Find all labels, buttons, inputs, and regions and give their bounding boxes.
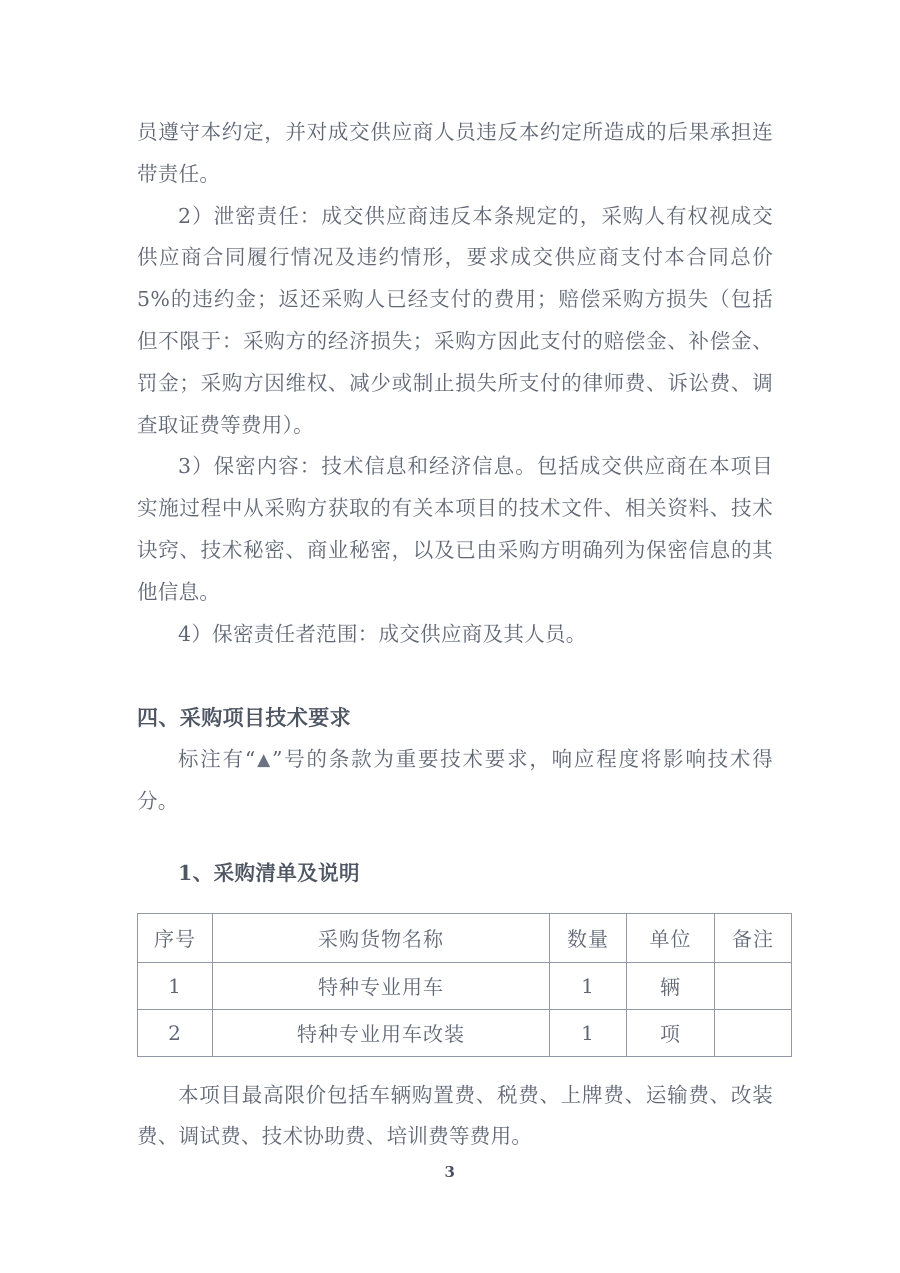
paragraph-closing-note: 本项目最高限价包括车辆购置费、税费、上牌费、运输费、改装费、调试费、技术协助费、培训费等费用。 <box>137 1082 773 1149</box>
table-cell-unit: 项 <box>627 1009 715 1056</box>
section-spacer <box>137 655 773 697</box>
table-row <box>138 962 792 1009</box>
triangle-icon: ▲ <box>255 750 272 771</box>
note-suffix-text: ”号的条款为重要技术要求，响应程度将影响技术得分。 <box>137 747 773 813</box>
paragraph-item-4: 4）保密责任者范围：成交供应商及其人员。 <box>178 621 587 646</box>
subsection-heading-one: 1、采购清单及说明 <box>178 860 360 885</box>
table-header-cell-remark: 备注 <box>715 913 792 962</box>
document-body <box>137 112 773 1158</box>
table-cell-no: 1 <box>138 962 213 1009</box>
paragraph-triangle-note <box>137 739 773 823</box>
table-cell-name: 特种专业用车 <box>213 962 550 1009</box>
table-cell-no: 2 <box>138 1009 213 1056</box>
table-cell-remark <box>715 1009 792 1056</box>
note-prefix-text: 标注有“ <box>178 747 256 772</box>
table-cell-unit: 辆 <box>627 962 715 1009</box>
paragraph-continued: 员遵守本约定，并对成交供应商人员违反本约定所造成的后果承担连带责任。 <box>137 120 773 186</box>
table-header-cell-quantity: 数量 <box>550 913 627 962</box>
procurement-list-table <box>137 913 792 1057</box>
goods-table-wrapper <box>137 913 773 1057</box>
paragraph-item-2: 2）泄密责任：成交供应商违反本条规定的，采购人有权视成交供应商合同履行情况及违约情形，要求成交供应商支付本合同总价 5%的违约金；返还采购人已经支付的费用；赔偿采购方损失（包括但不限于：采购方的经济损失；采购方因此支付的赔偿金、补偿金、罚金；采购方因维权、减少或制止损失所支付的律师费、诉讼费、调查取证费等费用）。 <box>137 203 773 437</box>
subsection-spacer <box>137 823 773 853</box>
table-bottom-spacer <box>137 1057 773 1075</box>
paragraph-item-3: 3）保密内容：技术信息和经济信息。包括成交供应商在本项目实施过程中从采购方获取的有关本项目的技术文件、相关资料、技术诀窍、技术秘密、商业秘密，以及已由采购方明确列为保密信息的其他信息。 <box>137 454 773 604</box>
page-number: 3 <box>444 1163 456 1181</box>
table-cell-quantity: 1 <box>550 962 627 1009</box>
table-cell-remark <box>715 962 792 1009</box>
table-header-row <box>138 913 792 962</box>
table-header-cell-unit: 单位 <box>627 913 715 962</box>
table-top-spacer <box>137 895 773 913</box>
section-heading-four: 四、采购项目技术要求 <box>137 705 351 731</box>
table-row <box>138 1009 792 1056</box>
table-cell-quantity: 1 <box>550 1009 627 1056</box>
table-header-cell-name: 采购货物名称 <box>213 913 550 962</box>
table-header-cell-no: 序号 <box>138 913 213 962</box>
table-cell-name: 特种专业用车改装 <box>213 1009 550 1056</box>
